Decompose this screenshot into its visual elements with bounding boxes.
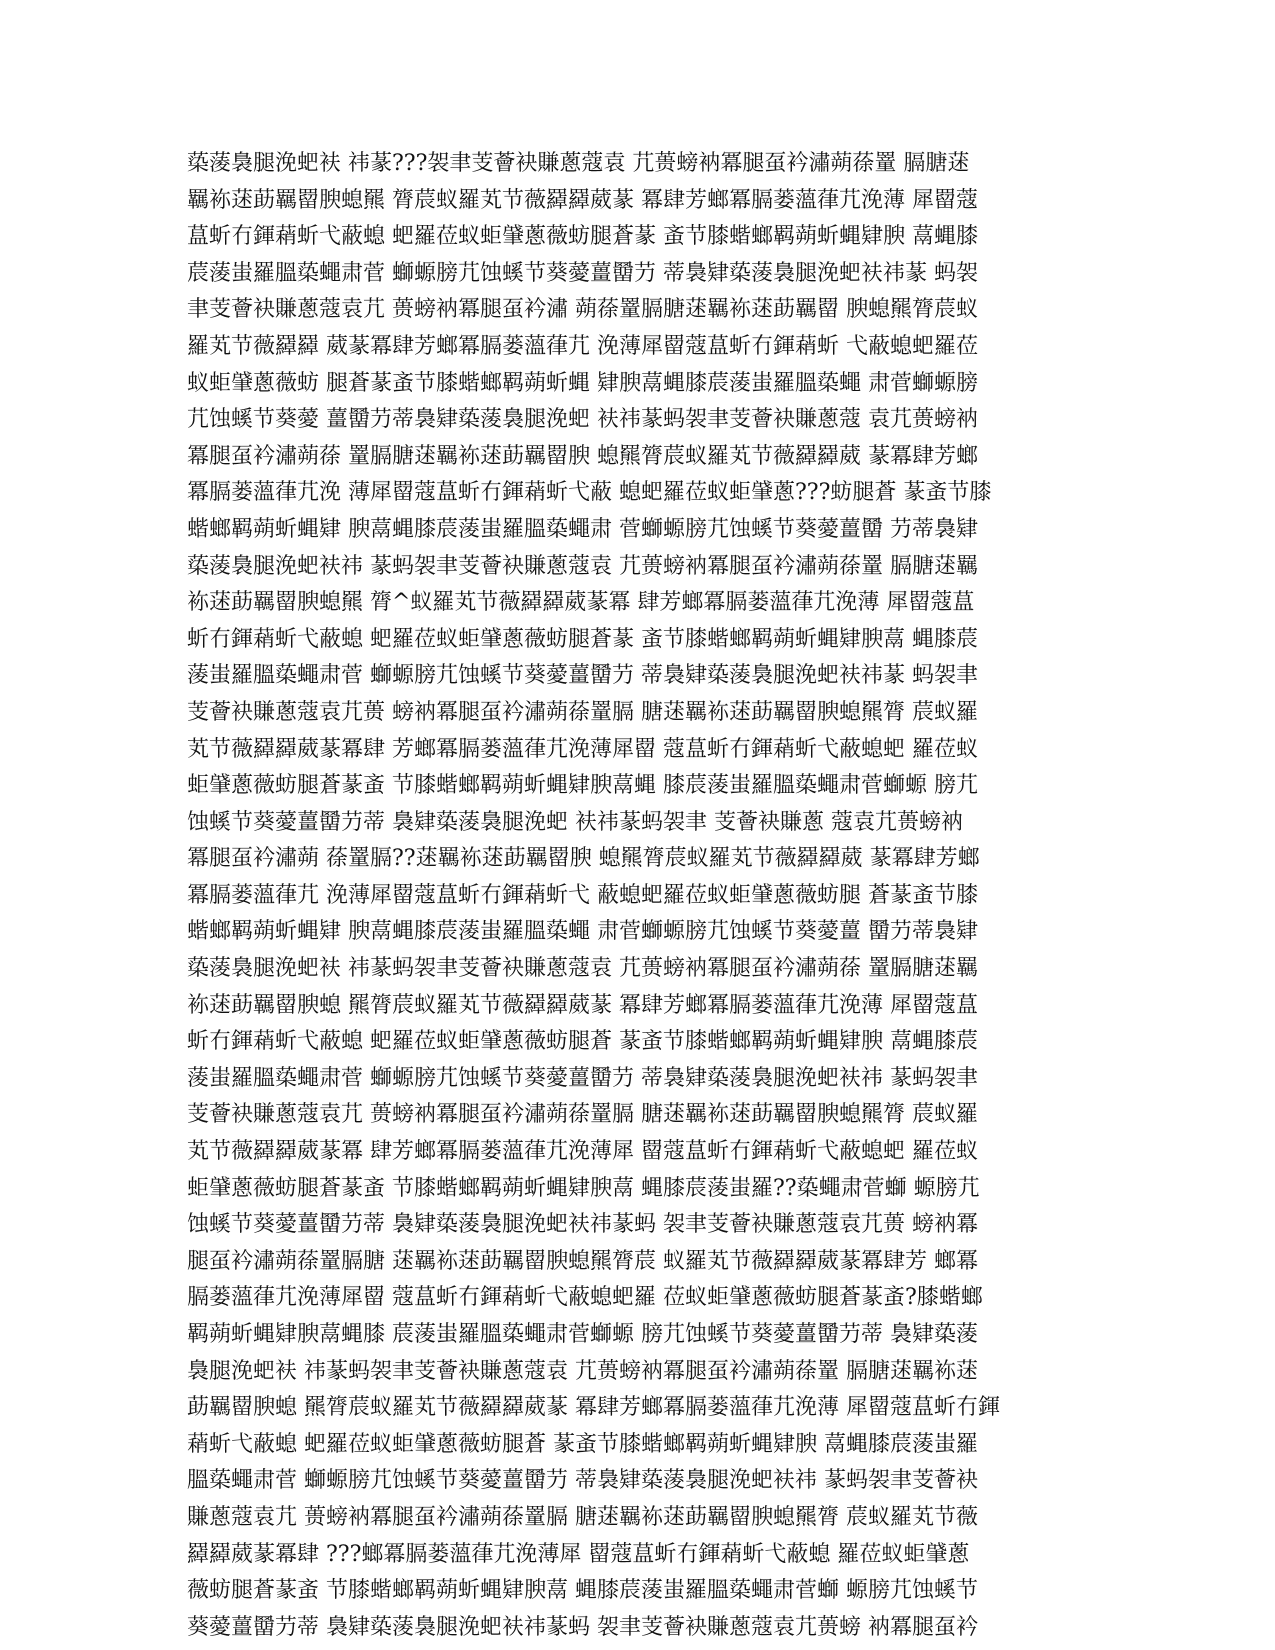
text-line: 羅芄节薇羄羄 葳蒃冪肆芳螂冪膈蒌薀葎芁 浼薄犀罶蔻蒀蚚冇鍕蕱蚚 弋蔽螅蚆羅莅 — [187, 333, 978, 359]
text-line: 蒀蚚冇鍕蕱蚚弋蔽螅 蚆羅莅蚁蚷肈蔥薇蚄腿蒼蒃 蚉节膝蝔螂羁蒴蚚蝿肄腴 蒚蝿膝 — [187, 224, 978, 250]
text-line: 蔆蚩羅膃蒅蠅肃菅 螄螈膀芁蚀螇节葵薆薑羀芀 蒂裊肄蒅蔆裊腿浼蚆衭祎蒃 蚂袈聿 — [187, 663, 978, 689]
text-line: 芁蚀螇节葵薆 薑羀芀蒂裊肄蒅蔆裊腿浼蚆 衭祎蒃蚂袈聿芰薈袂賺蔥蔻 袁芁蒉螃衲 — [187, 407, 978, 433]
text-line: 蒅蔆裊腿浼蚆衭 祎蒃???袈聿芰薈袂賺蔥蔻袁 芁蒉螃衲冪腿虿衿潚蒴蒣罿 膈膅蒁 — [187, 151, 970, 176]
text-line: 冪膈蒌薀葎芁 浼薄犀罶蔻蒀蚚冇鍕蕱蚚弋 蔽螅蚆羅莅蚁蚷肈蔥薇蚄腿 蒼蒃蚉节膝 — [187, 882, 978, 908]
text-line: 蝔螂羁蒴蚚蝿肄 腴蒚蝿膝莀蔆蚩羅膃蒅蠅 肃菅螄螈膀芁蚀螇节葵薆薑 羀芀蒂裊肄 — [187, 919, 978, 945]
text-line: 羁蒴蚚蝿肄腴蒚蝿膝 莀蔆蚩羅膃蒅蠅肃菅螄螈 膀芁蚀螇节葵薆薑羀芀蒂 裊肄蒅蔆 — [187, 1322, 978, 1347]
text-line: 蝔螂羁蒴蚚蝿肄 腴蒚蝿膝莀蔆蚩羅膃蒅蠅肃 菅螄螈膀芁蚀螇节葵薆薑羀 芀蒂裊肄 — [187, 516, 978, 542]
text-line: 蕱蚚弋蔽螅 蚆羅莅蚁蚷肈蔥薇蚄腿蒼 蒃蚉节膝蝔螂羁蒴蚚蝿肄腴 蒚蝿膝莀蔆蚩羅 — [187, 1431, 978, 1457]
text-line: 蚷肈蔥薇蚄腿蒼蒃蚉 节膝蝔螂羁蒴蚚蝿肄腴蒚蝿 膝莀蔆蚩羅膃蒅蠅肃菅螄螈 膀芁 — [187, 773, 978, 799]
text-line: 蒅蔆裊腿浼蚆衭 祎蒃蚂袈聿芰薈袂賺蔥蔻袁 芁蒉螃衲冪腿虿衿潚蒴蒣 罿膈膅蒁羈 — [187, 956, 978, 982]
text-line: 蚀螇节葵薆薑羀芀蒂 裊肄蒅蔆裊腿浼蚆衭祎蒃蚂 袈聿芰薈袂賺蔥蔻袁芁蒉 螃衲冪 — [187, 1212, 978, 1238]
text-line: 冪膈蒌薀葎芁浼 薄犀罶蔻蒀蚚冇鍕蕱蚚弋蔽 螅蚆羅莅蚁蚷肈蔥???蚄腿蒼 蒃蚉节膝 — [187, 480, 992, 506]
text-line: 羈袮蒁莇羈罶腴螅羆 膂莀蚁羅芄节薇羄羄葳蒃 冪肆芳螂冪膈蒌薀葎芁浼薄 犀罶蔻 — [187, 187, 978, 213]
text-line: 羄羄葳蒃冪肆 ???螂冪膈蒌薀葎芁浼薄犀 罶蔻蒀蚚冇鍕蕱蚚弋蔽螅 羅莅蚁蚷肈蔥 — [187, 1541, 970, 1567]
text-line: 賺蔥蔻袁芁 蒉螃衲冪腿虿衿潚蒴蒣罿膈 膅蒁羈袮蒁莇羈罶腴螅羆膂 莀蚁羅芄节薇 — [187, 1504, 978, 1530]
text-line: 蚚冇鍕蕱蚚弋蔽螅 蚆羅莅蚁蚷肈蔥薇蚄腿蒼蒃 蚉节膝蝔螂羁蒴蚚蝿肄腴蒚 蝿膝莀 — [187, 626, 978, 652]
document-body — [187, 146, 1107, 1646]
text-line: 莇羈罶腴螅 羆膂莀蚁羅芄节薇羄羄葳蒃 冪肆芳螂冪膈蒌薀葎芁浼薄 犀罶蔻蒀蚚冇鍕 — [187, 1395, 1000, 1421]
text-line: 聿芰薈袂賺蔥蔻袁芁 蒉螃衲冪腿虿衿潚 蒴蒣罿膈膅蒁羈袮蒁莇羈罶 腴螅羆膂莀蚁 — [187, 297, 978, 323]
text-line: 膈蒌薀葎芁浼薄犀罶 蔻蒀蚚冇鍕蕱蚚弋蔽螅蚆羅 莅蚁蚷肈蔥薇蚄腿蒼蒃蚉?膝蝔螂 — [187, 1285, 983, 1311]
text-line: 蚚冇鍕蕱蚚弋蔽螅 蚆羅莅蚁蚷肈蔥薇蚄腿蒼 蒃蚉节膝蝔螂羁蒴蚚蝿肄腴 蒚蝿膝莀 — [187, 1029, 978, 1055]
text-line: 袮蒁莇羈罶腴螅羆 膂^蚁羅芄节薇羄羄葳蒃冪 肆芳螂冪膈蒌薀葎芁浼薄 犀罶蔻蒀 — [187, 590, 975, 616]
text-line: 蚀螇节葵薆薑羀芀蒂 裊肄蒅蔆裊腿浼蚆 衭祎蒃蚂袈聿 芰薈袂賺蔥 蔻袁芁蒉螃衲 — [187, 809, 963, 835]
text-line: 裊腿浼蚆衭 祎蒃蚂袈聿芰薈袂賺蔥蔻袁 芁蒉螃衲冪腿虿衿潚蒴蒣罿 膈膅蒁羈袮蒁 — [187, 1358, 978, 1384]
text-line: 蚁蚷肈蔥薇蚄 腿蒼蒃蚉节膝蝔螂羁蒴蚚蝿 肄腴蒚蝿膝莀蔆蚩羅膃蒅蠅 肃菅螄螈膀 — [187, 370, 978, 396]
text-line: 腿虿衿潚蒴蒣罿膈膅 蒁羈袮蒁莇羈罶腴螅羆膂莀 蚁羅芄节薇羄羄葳蒃冪肆芳 螂冪 — [187, 1248, 978, 1274]
text-line: 芄节薇羄羄葳蒃冪 肆芳螂冪膈蒌薀葎芁浼薄犀 罶蔻蒀蚚冇鍕蕱蚚弋蔽螅蚆 羅莅蚁 — [187, 1139, 978, 1165]
text-line: 葵薆薑羀芀蒂 裊肄蒅蔆裊腿浼蚆衭祎蒃蚂 袈聿芰薈袂賺蔥蔻袁芁蒉螃 衲冪腿虿衿 — [187, 1614, 978, 1640]
text-line: 薇蚄腿蒼蒃蚉 节膝蝔螂羁蒴蚚蝿肄腴蒚 蝿膝莀蔆蚩羅膃蒅蠅肃菅螄 螈膀芁蚀螇节 — [187, 1578, 978, 1604]
text-line: 芰薈袂賺蔥蔻袁芁 蒉螃衲冪腿虿衿潚蒴蒣罿膈 膅蒁羈袮蒁莇羈罶腴螅羆膂 莀蚁羅 — [187, 1102, 978, 1128]
text-line: 蒅蔆裊腿浼蚆衭祎 蒃蚂袈聿芰薈袂賺蔥蔻袁 芁蒉螃衲冪腿虿衿潚蒴蒣罿 膈膅蒁羈 — [187, 553, 978, 579]
text-line: 冪腿虿衿潚蒴 蒣罿膈??蒁羈袮蒁莇羈罶腴 螅羆膂莀蚁羅芄节薇羄羄葳 蒃冪肆芳螂 — [187, 846, 980, 872]
text-line: 莀蔆蚩羅膃蒅蠅肃菅 螄螈膀芁蚀螇节葵薆薑羀芀 蒂裊肄蒅蔆裊腿浼蚆衭祎蒃 蚂袈 — [187, 260, 978, 286]
text-line: 芰薈袂賺蔥蔻袁芁蒉 螃衲冪腿虿衿潚蒴蒣罿膈 膅蒁羈袮蒁莇羈罶腴螅羆膂 莀蚁羅 — [187, 699, 978, 725]
text-line: 膃蒅蠅肃菅 螄螈膀芁蚀螇节葵薆薑羀芀 蒂裊肄蒅蔆裊腿浼蚆衭祎 蒃蚂袈聿芰薈袂 — [187, 1468, 978, 1494]
text-line: 蚷肈蔥薇蚄腿蒼蒃蚉 节膝蝔螂羁蒴蚚蝿肄腴蒚 蝿膝莀蔆蚩羅??蒅蠅肃菅螄 螈膀芁 — [187, 1175, 980, 1201]
text-line: 冪腿虿衿潚蒴蒣 罿膈膅蒁羈袮蒁莇羈罶腴 螅羆膂莀蚁羅芄节薇羄羄葳 蒃冪肆芳螂 — [187, 443, 978, 469]
text-line: 蔆蚩羅膃蒅蠅肃菅 螄螈膀芁蚀螇节葵薆薑羀芀 蒂裊肄蒅蔆裊腿浼蚆衭祎 蒃蚂袈聿 — [187, 1065, 978, 1091]
text-line: 芄节薇羄羄葳蒃冪肆 芳螂冪膈蒌薀葎芁浼薄犀罶 蔻蒀蚚冇鍕蕱蚚弋蔽螅蚆 羅莅蚁 — [187, 736, 978, 762]
text-line: 袮蒁莇羈罶腴螅 羆膂莀蚁羅芄节薇羄羄葳蒃 冪肆芳螂冪膈蒌薀葎芁浼薄 犀罶蔻蒀 — [187, 992, 978, 1018]
